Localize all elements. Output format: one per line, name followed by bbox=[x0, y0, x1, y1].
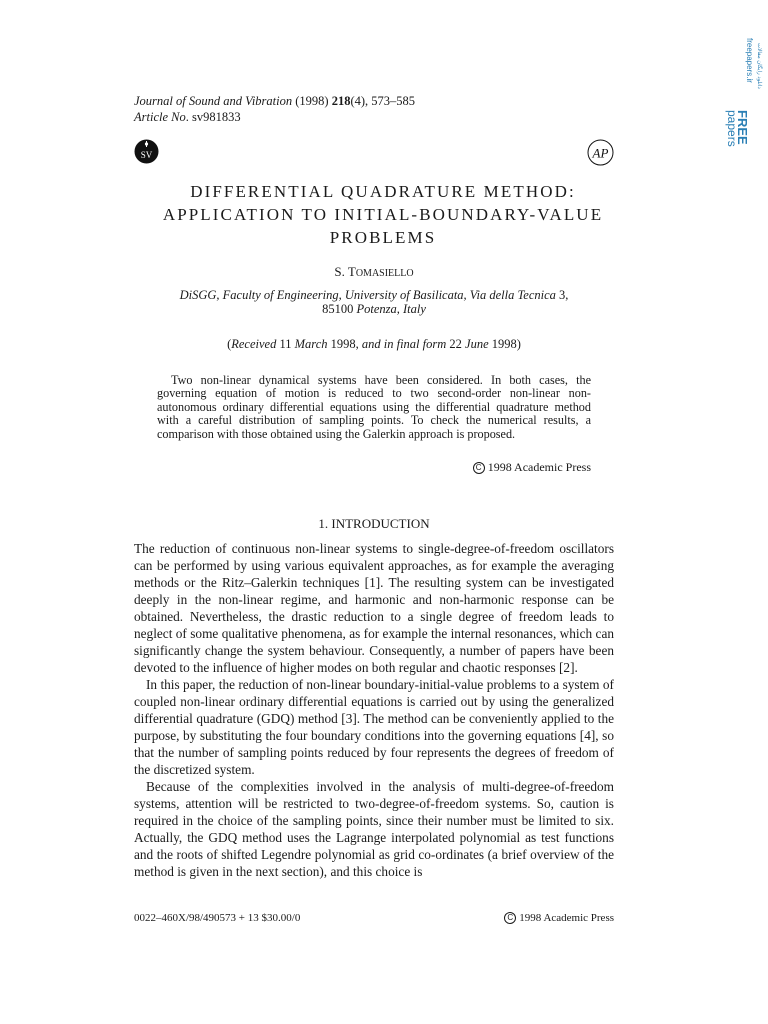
article-id: . sv981833 bbox=[185, 110, 241, 124]
body-paragraph: In this paper, the reduction of non-linear boundary-initial-value problems to a system of coupled non-linear ordinary differential equations is carried out by using the generalized differential quadrature (GDQ) method [3]. The method can be conveniently applied to the purpose, by substituting the four boundary conditions into the governing equations [4], so that the number of sampling points reduced by four represents the degrees of freedom of the discretized system. bbox=[134, 677, 614, 777]
copyright-symbol-icon: C bbox=[473, 462, 485, 474]
final-day: 22 bbox=[446, 337, 466, 351]
freepapers-url: freepapers.ir bbox=[745, 38, 754, 83]
journal-issue-pages: (4), 573–585 bbox=[350, 94, 416, 108]
final-year: 1998) bbox=[488, 337, 521, 351]
abstract-copyright bbox=[420, 460, 591, 475]
received-day: 11 bbox=[276, 337, 295, 351]
author-surname: OMASIELLO bbox=[355, 268, 414, 279]
body-paragraph: Because of the complexities involved in the analysis of multi-degree-of-freedom systems, attention will be restricted to two-degree-of-freedom systems. So, caution is required in the choice of the sampling points, since their number must be limited to six. Actually, the GDQ method uses the Lagrange interpolated polynomial as test functions and the roots of shifted Legendre polynomial as grid co-ordinates (a brief overview of the method is given in the next section), and this choice is bbox=[134, 779, 614, 879]
footer-copyright bbox=[440, 912, 614, 924]
copyright-symbol-icon: C bbox=[504, 912, 516, 924]
abstract-copyright-text: 1998 Academic Press bbox=[487, 460, 591, 474]
title-line-2: APPLICATION TO INITIAL-BOUNDARY-VALUE bbox=[162, 205, 604, 224]
final-month: June bbox=[465, 337, 489, 351]
received-open: ( bbox=[227, 337, 232, 351]
title-line-3: PROBLEMS bbox=[329, 228, 437, 247]
received-year: 1998, bbox=[327, 337, 362, 351]
author-initial: S. T bbox=[334, 264, 356, 279]
article-label: Article No bbox=[134, 110, 186, 124]
affiliation-postcode: 85100 bbox=[322, 302, 357, 316]
ap-logo-icon bbox=[587, 139, 614, 166]
title-line-1: DIFFERENTIAL QUADRATURE METHOD: bbox=[190, 182, 576, 201]
final-form-label: and in final form bbox=[361, 337, 447, 351]
journal-year: (1998) bbox=[295, 94, 329, 108]
body-text bbox=[134, 540, 614, 880]
freepapers-tagline: دانلود رایگان مقالات bbox=[756, 43, 762, 89]
article-number-line bbox=[134, 109, 415, 125]
freepapers-watermark bbox=[725, 28, 762, 163]
journal-name: Journal of Sound and Vibration bbox=[134, 94, 293, 108]
body-paragraph: The reduction of continuous non-linear systems to single-degree-of-freedom oscillators can be performed by using various equivalent approaches, as for example the averaging methods or the Ritz–Galerkin techniques [1]. The resulting system can be investigated deeply in the non-linear regime, and harmonic and non-harmonic response can be obtained. Nevertheless, the drastic reduction to a single degree of freedom leads to neglect of some qualitative phenomena, as for example the internal resonances, which can significantly change the system behaviour. Consequently, a number of papers have been devoted to the influence of higher modes on both regular and chaotic responses [2]. bbox=[134, 541, 614, 675]
affiliation-city: Potenza, Italy bbox=[356, 302, 426, 316]
journal-citation bbox=[134, 93, 415, 125]
sv-logo-text: SV bbox=[140, 150, 153, 160]
affiliation-institution: DiSGG, Faculty of Engineering, University of Basilicata, Via della Tecnica bbox=[179, 288, 556, 302]
received-dates bbox=[134, 337, 614, 352]
author-name bbox=[134, 264, 614, 280]
journal-volume: 218 bbox=[331, 94, 351, 108]
footer-code: 0022–460X/98/490573 + 13 $30.00/0 bbox=[134, 912, 301, 924]
footer-copyright-text: 1998 Academic Press bbox=[519, 912, 614, 924]
journal-line bbox=[134, 93, 415, 109]
ap-logo-text: AP bbox=[592, 145, 609, 161]
received-label: Received bbox=[231, 337, 277, 351]
section-heading: 1. INTRODUCTION bbox=[318, 516, 430, 531]
author-affiliation bbox=[134, 288, 614, 316]
paper-title bbox=[120, 180, 646, 249]
affiliation-number: 3, bbox=[555, 288, 569, 302]
abstract-text: Two non-linear dynamical systems have been considered. In both cases, the governing equation of motion is reduced to two second-order non-linear non-autonomous ordinary differential equations using the differential quadrature method with a careful distribution of sampling points. To check the numerical results, a comparison with those obtained using the Galerkin approach is proposed. bbox=[157, 373, 591, 441]
received-month: March bbox=[294, 337, 328, 351]
sv-logo-icon bbox=[134, 139, 159, 164]
freepapers-free: FREE bbox=[735, 110, 750, 145]
freepapers-papers: papers bbox=[725, 110, 739, 147]
